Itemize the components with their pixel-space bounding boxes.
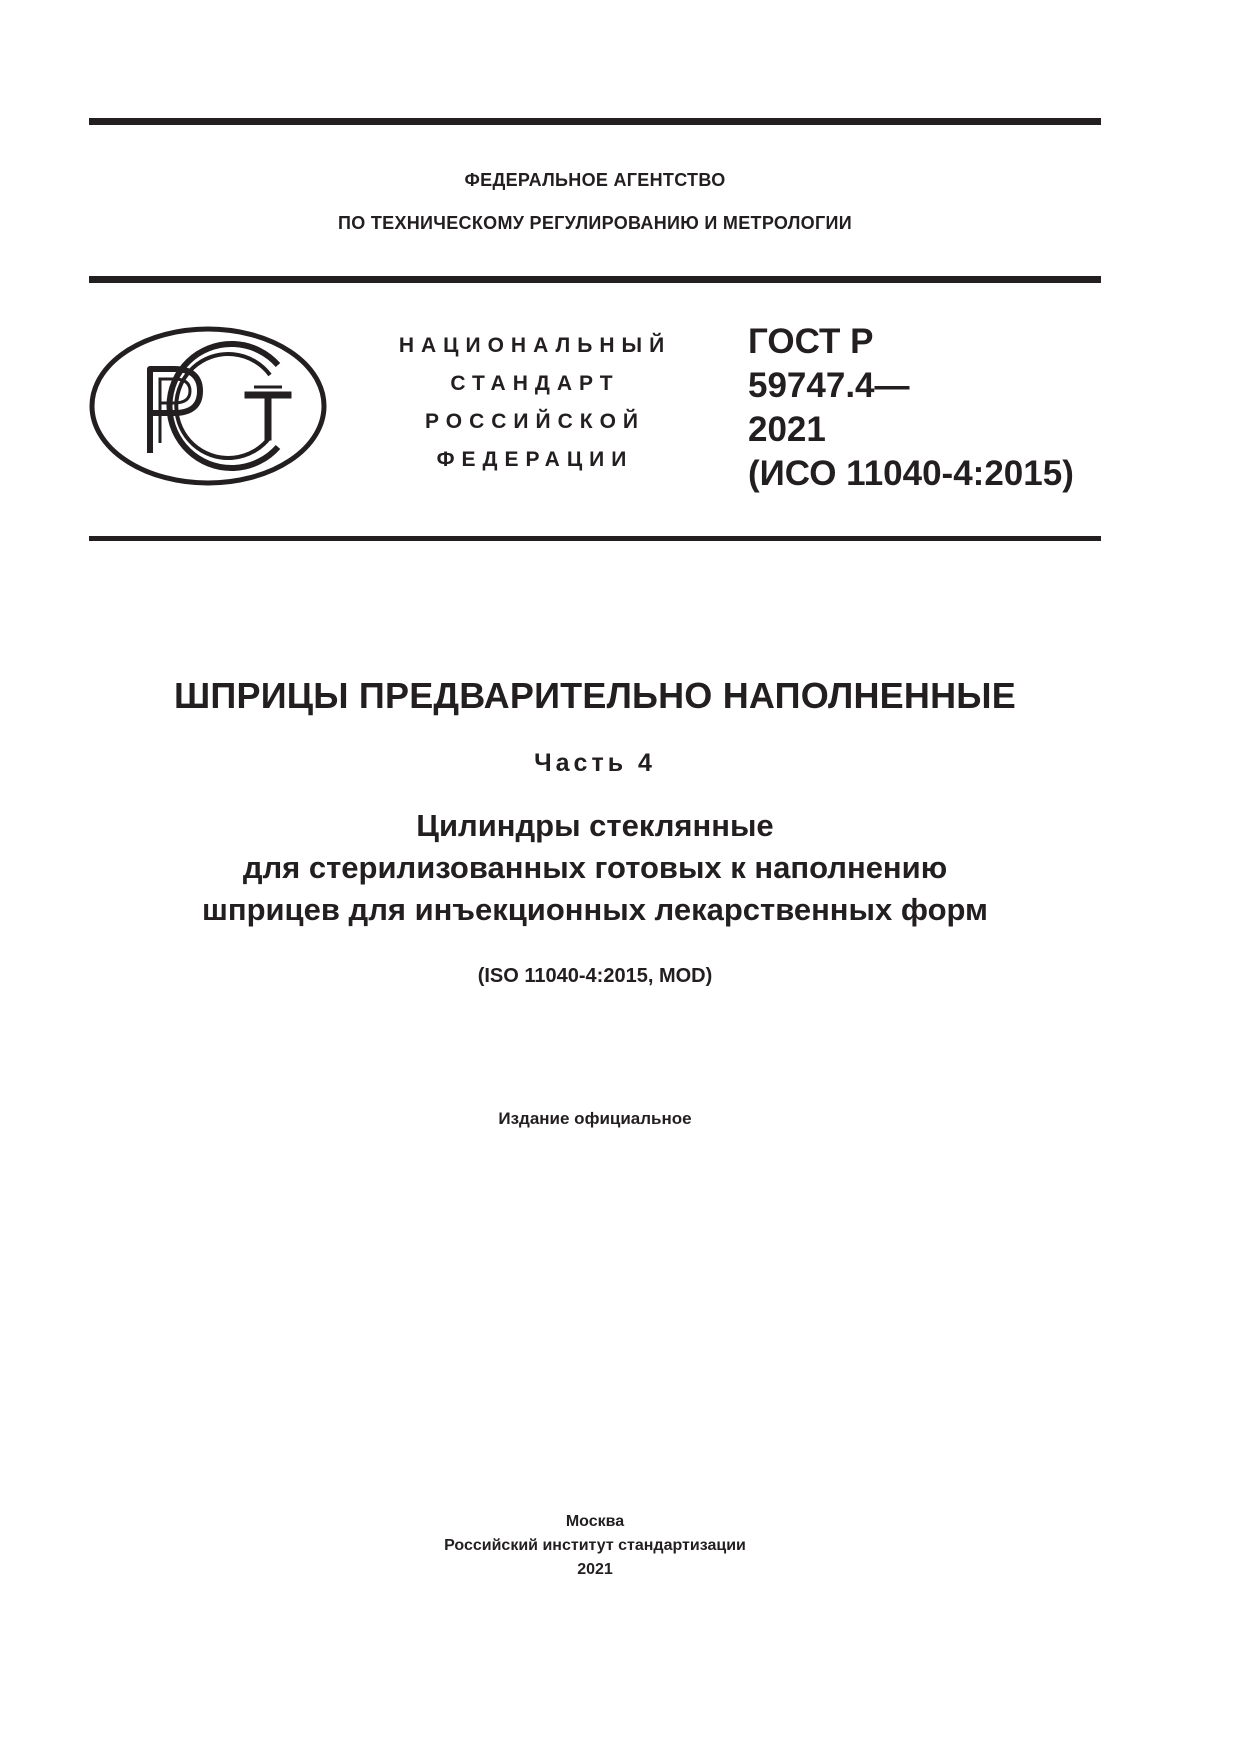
top-rule: [89, 118, 1101, 125]
header-rule: [89, 276, 1101, 283]
document-title: ШПРИЦЫ ПРЕДВАРИТЕЛЬНО НАПОЛНЕННЫЕ: [174, 675, 1016, 716]
document-subtitle: [89, 805, 1101, 931]
imprint-publisher: Российский институт стандартизации: [444, 1537, 746, 1554]
rst-certification-mark-icon: [88, 325, 328, 487]
agency-name-line-2: ПО ТЕХНИЧЕСКОМУ РЕГУЛИРОВАНИЮ И МЕТРОЛОГИИ: [338, 213, 852, 233]
imprint: [89, 1510, 1101, 1582]
national-standard-line-3: РОССИЙСКОЙ: [425, 410, 645, 433]
imprint-year: 2021: [577, 1561, 613, 1578]
gost-line-1: ГОСТ Р: [748, 322, 874, 361]
subtitle-line-3: шприцев для инъекционных лекарственных форм: [202, 892, 988, 927]
gost-line-3: 2021: [748, 410, 826, 449]
gost-line-4: (ИСО 11040-4:2015): [748, 454, 1074, 493]
gost-designation: [748, 320, 1108, 496]
gost-line-2: 59747.4—: [748, 366, 910, 405]
part-number: Часть 4: [534, 749, 656, 777]
national-standard-line-1: НАЦИОНАЛЬНЫЙ: [398, 334, 672, 357]
national-standard-line-4: ФЕДЕРАЦИИ: [436, 448, 634, 471]
national-standard-label: [370, 327, 700, 479]
header-bottom-rule: [89, 536, 1101, 541]
imprint-city: Москва: [565, 1513, 625, 1530]
subtitle-line-2: для стерилизованных готовых к наполнению: [242, 850, 948, 885]
iso-reference: (ISO 11040-4:2015, MOD): [477, 965, 713, 987]
agency-name-line-1: ФЕДЕРАЛЬНОЕ АГЕНТСТВО: [464, 170, 726, 190]
edition-note: Издание официальное: [498, 1109, 692, 1128]
subtitle-line-1: Цилиндры стеклянные: [416, 808, 774, 843]
national-standard-line-2: СТАНДАРТ: [450, 372, 620, 395]
